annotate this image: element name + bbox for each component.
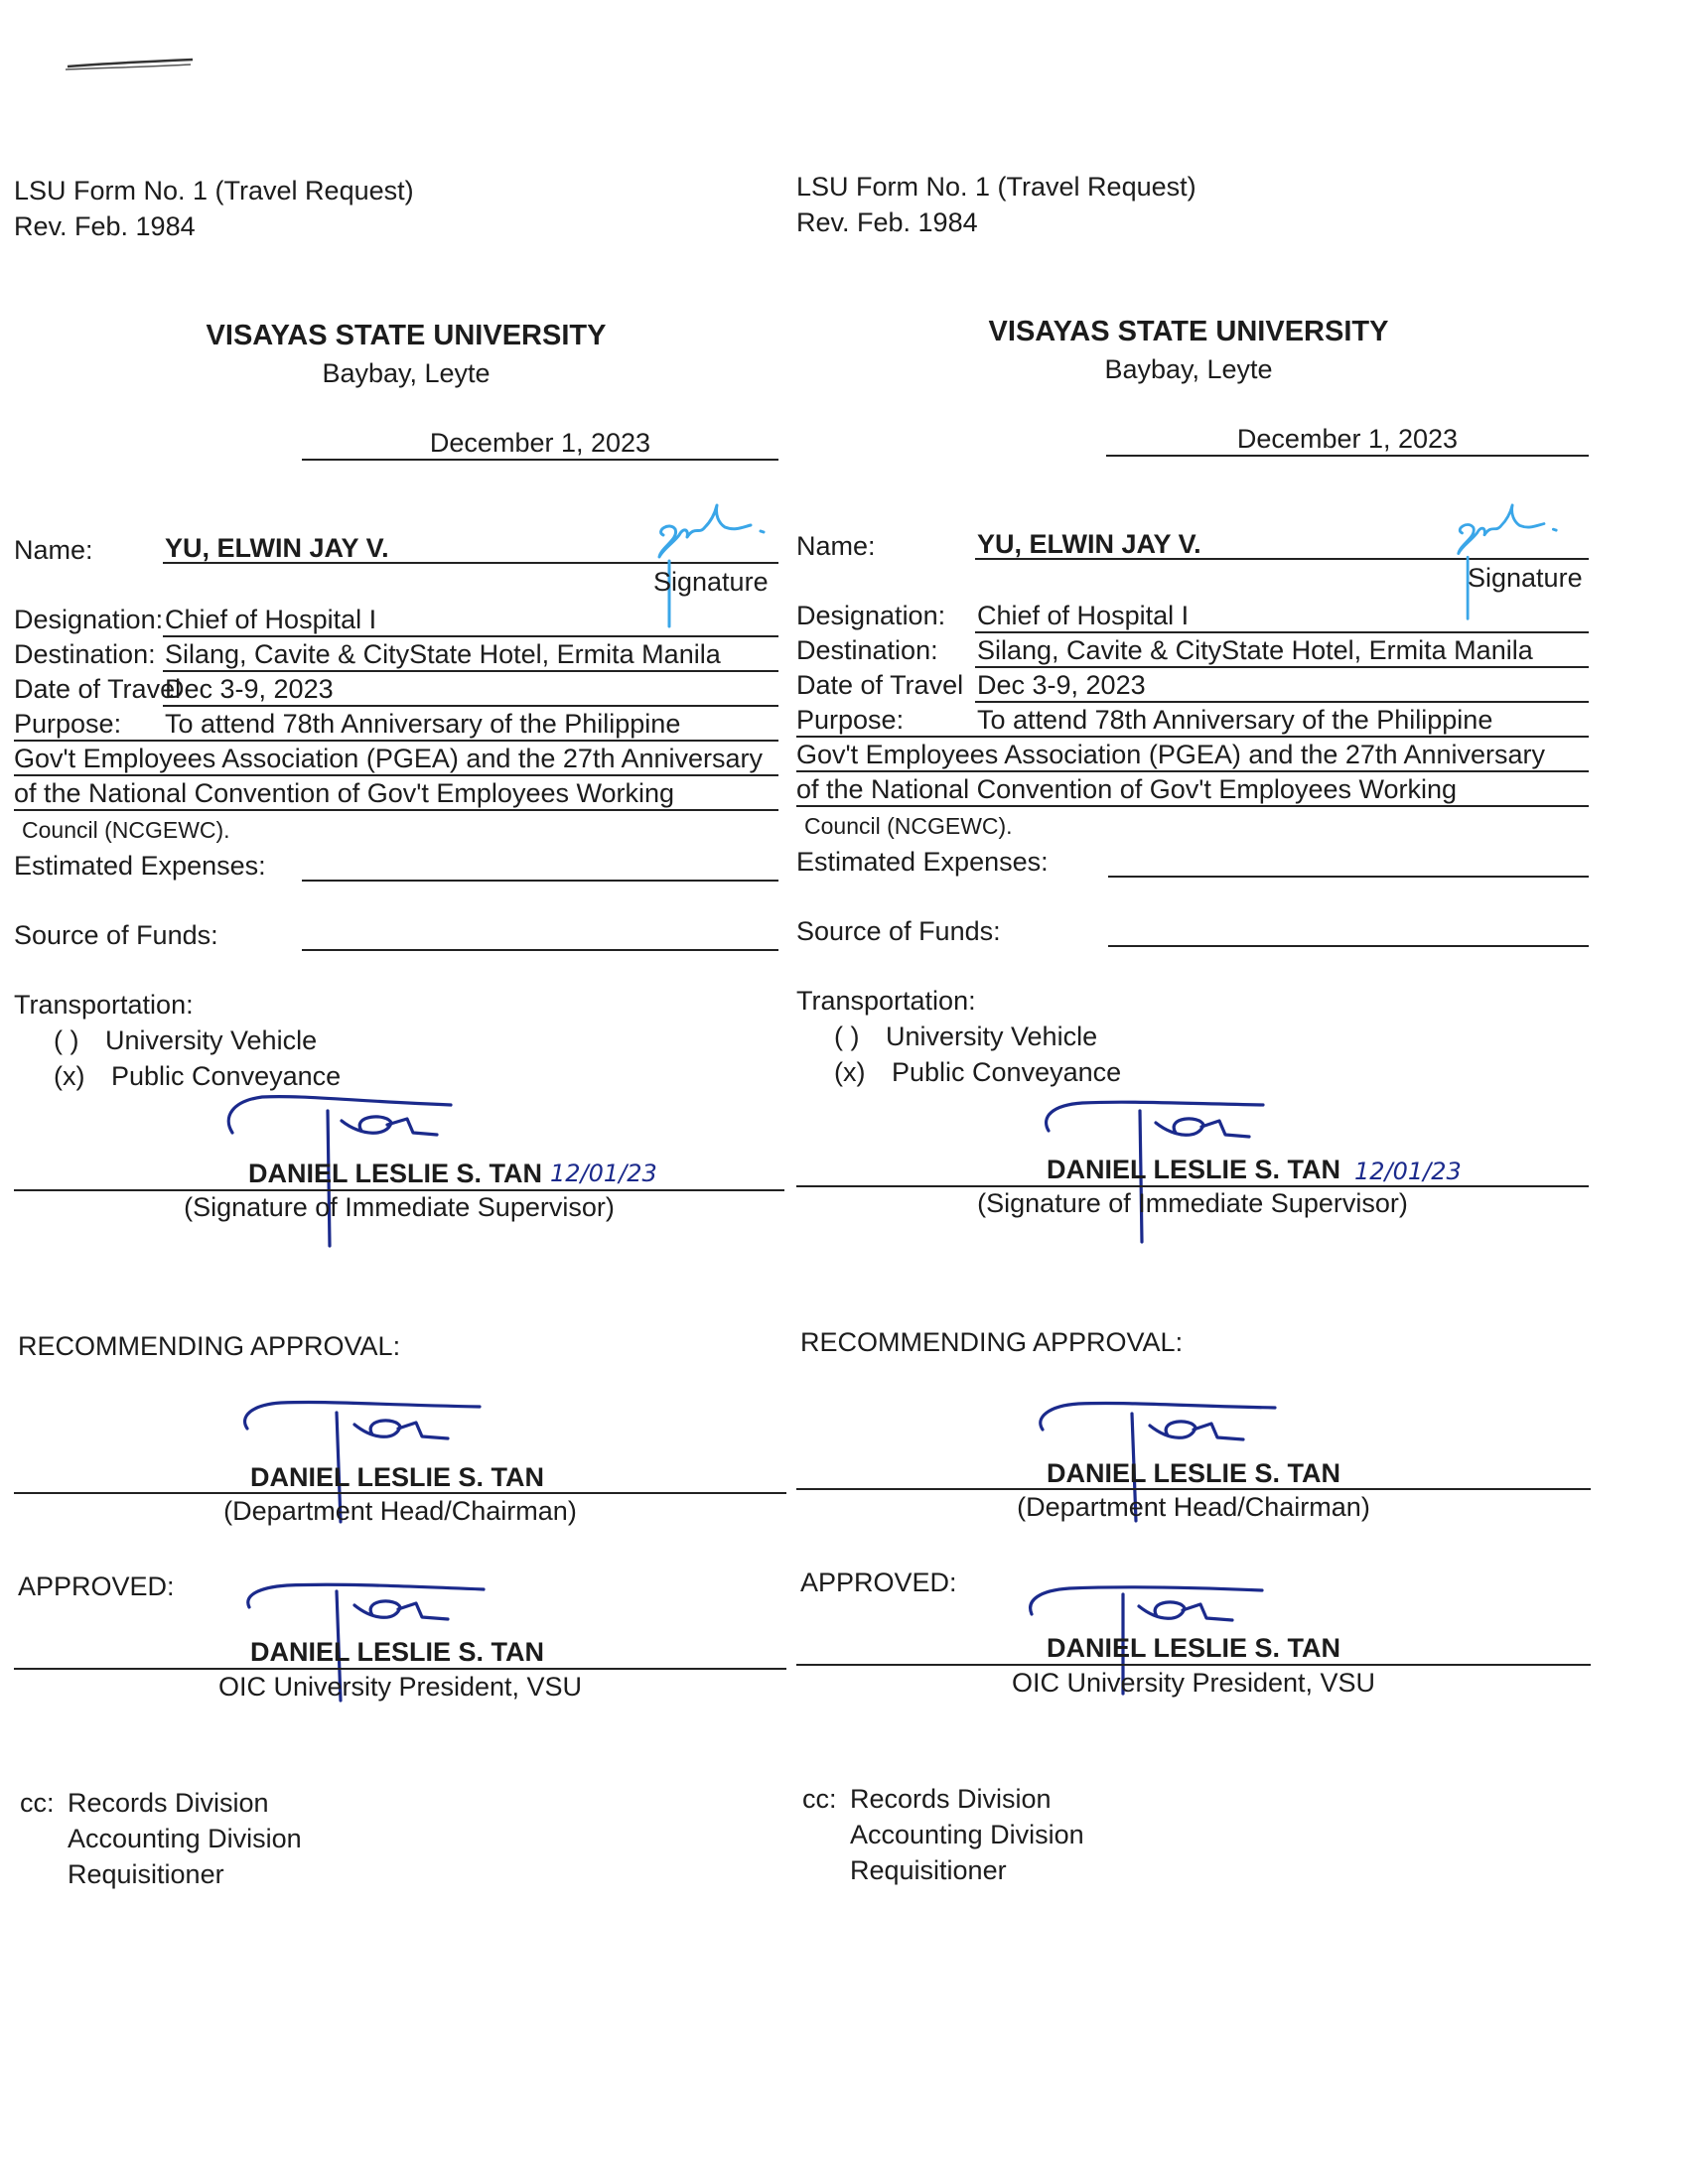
traveler-name: YU, ELWIN JAY V. bbox=[165, 533, 389, 563]
signature-label: Signature bbox=[1468, 563, 1583, 593]
cc-item: Accounting Division bbox=[68, 1824, 302, 1853]
university-vehicle-label: University Vehicle bbox=[105, 1025, 318, 1055]
recommending-line bbox=[796, 1488, 1591, 1490]
university-vehicle-label: University Vehicle bbox=[886, 1022, 1098, 1051]
travel-request-form-right bbox=[796, 0, 1581, 2180]
cc-label: cc: bbox=[20, 1788, 55, 1818]
source-of-funds-line bbox=[302, 949, 778, 951]
source-of-funds-label: Source of Funds: bbox=[796, 916, 1001, 946]
university-vehicle-checkbox: ( ) bbox=[54, 1025, 79, 1055]
destination-value: Silang, Cavite & CityState Hotel, Ermita Manila bbox=[977, 635, 1533, 665]
recommending-caption: (Department Head/Chairman) bbox=[223, 1496, 577, 1526]
university-name: VISAYAS STATE UNIVERSITY bbox=[206, 320, 607, 351]
designation-line bbox=[975, 631, 1589, 633]
approved-name: DANIEL LESLIE S. TAN bbox=[1047, 1633, 1341, 1663]
purpose-line-4: Council (NCGEWC). bbox=[804, 813, 1013, 839]
transportation-label: Transportation: bbox=[14, 990, 194, 1020]
date-of-travel-value: Dec 3-9, 2023 bbox=[165, 674, 334, 704]
approved-caption: OIC University President, VSU bbox=[217, 1672, 583, 1702]
form-number: LSU Form No. 1 (Travel Request) bbox=[14, 176, 414, 205]
travel-date-line bbox=[163, 705, 778, 707]
supervisor-name: DANIEL LESLIE S. TAN bbox=[1047, 1155, 1341, 1184]
university-name: VISAYAS STATE UNIVERSITY bbox=[988, 316, 1389, 347]
supervisor-handwritten-date: 12/01/23 bbox=[1354, 1158, 1462, 1185]
form-number: LSU Form No. 1 (Travel Request) bbox=[796, 172, 1196, 202]
estimated-expenses-line bbox=[1108, 876, 1589, 878]
public-conveyance-checkbox: (x) bbox=[54, 1061, 85, 1091]
purpose-line-2: Gov't Employees Association (PGEA) and the 27th Anniversary bbox=[14, 744, 764, 773]
cc-item: Requisitioner bbox=[68, 1859, 224, 1889]
cc-label: cc: bbox=[802, 1784, 837, 1814]
purpose-underline-2 bbox=[796, 770, 1589, 772]
approved-label: APPROVED: bbox=[800, 1568, 957, 1597]
destination-line bbox=[163, 670, 778, 672]
approved-line bbox=[14, 1668, 786, 1670]
purpose-line-3: of the National Convention of Gov't Employees Working bbox=[796, 774, 1458, 804]
university-vehicle-checkbox: ( ) bbox=[834, 1022, 860, 1051]
request-date: December 1, 2023 bbox=[1236, 424, 1459, 454]
public-conveyance-label: Public Conveyance bbox=[892, 1057, 1122, 1087]
designation-label: Designation: bbox=[796, 601, 946, 630]
supervisor-name: DANIEL LESLIE S. TAN bbox=[248, 1159, 543, 1188]
purpose-line-2: Gov't Employees Association (PGEA) and the 27th Anniversary bbox=[796, 740, 1546, 769]
traveler-name: YU, ELWIN JAY V. bbox=[977, 529, 1201, 559]
public-conveyance-checkbox: (x) bbox=[834, 1057, 866, 1087]
estimated-expenses-label: Estimated Expenses: bbox=[14, 851, 266, 881]
destination-label: Destination: bbox=[796, 635, 938, 665]
recommending-caption: (Department Head/Chairman) bbox=[1017, 1492, 1370, 1522]
cc-item: Records Division bbox=[68, 1788, 269, 1818]
destination-label: Destination: bbox=[14, 639, 156, 669]
signature-label: Signature bbox=[653, 567, 769, 597]
approved-caption: OIC University President, VSU bbox=[1011, 1668, 1376, 1698]
recommending-name: DANIEL LESLIE S. TAN bbox=[1047, 1458, 1341, 1488]
estimated-expenses-label: Estimated Expenses: bbox=[796, 847, 1049, 877]
name-label: Name: bbox=[796, 531, 876, 561]
purpose-line-4: Council (NCGEWC). bbox=[22, 817, 230, 843]
recommending-line bbox=[14, 1492, 786, 1494]
designation-line bbox=[163, 635, 778, 637]
form-revision: Rev. Feb. 1984 bbox=[796, 207, 978, 237]
recommending-approval-label: RECOMMENDING APPROVAL: bbox=[18, 1331, 401, 1361]
supervisor-handwritten-date: 12/01/23 bbox=[550, 1160, 657, 1187]
source-of-funds-line bbox=[1108, 945, 1589, 947]
estimated-expenses-line bbox=[302, 880, 778, 882]
destination-line bbox=[975, 666, 1589, 668]
date-line bbox=[1106, 455, 1589, 457]
purpose-underline-1 bbox=[14, 740, 778, 742]
purpose-underline-3 bbox=[14, 809, 778, 811]
travel-date-line bbox=[975, 701, 1589, 703]
supervisor-caption: (Signature of Immediate Supervisor) bbox=[184, 1192, 615, 1222]
purpose-label: Purpose: bbox=[14, 709, 122, 739]
designation-value: Chief of Hospital I bbox=[977, 601, 1190, 630]
university-location: Baybay, Leyte bbox=[322, 358, 491, 388]
date-of-travel-value: Dec 3-9, 2023 bbox=[977, 670, 1146, 700]
approved-label: APPROVED: bbox=[18, 1571, 175, 1601]
public-conveyance-label: Public Conveyance bbox=[111, 1061, 342, 1091]
date-line bbox=[302, 459, 778, 461]
request-date: December 1, 2023 bbox=[429, 428, 651, 458]
designation-value: Chief of Hospital I bbox=[165, 605, 377, 634]
purpose-underline-1 bbox=[796, 736, 1589, 738]
purpose-line-3: of the National Convention of Gov't Employees Working bbox=[14, 778, 675, 808]
recommending-approval-label: RECOMMENDING APPROVAL: bbox=[800, 1327, 1184, 1357]
date-of-travel-label: Date of Travel bbox=[796, 670, 964, 700]
cc-item: Records Division bbox=[850, 1784, 1052, 1814]
purpose-line-1: To attend 78th Anniversary of the Philippine bbox=[977, 705, 1493, 735]
approved-name: DANIEL LESLIE S. TAN bbox=[250, 1637, 545, 1667]
designation-label: Designation: bbox=[14, 605, 164, 634]
university-location: Baybay, Leyte bbox=[1104, 354, 1273, 384]
transportation-label: Transportation: bbox=[796, 986, 976, 1016]
supervisor-caption: (Signature of Immediate Supervisor) bbox=[977, 1188, 1408, 1218]
cc-item: Requisitioner bbox=[850, 1855, 1007, 1885]
date-of-travel-label: Date of Travel bbox=[14, 674, 182, 704]
cc-item: Accounting Division bbox=[850, 1820, 1084, 1849]
travel-request-form-left bbox=[14, 0, 798, 2184]
recommending-name: DANIEL LESLIE S. TAN bbox=[250, 1462, 545, 1492]
destination-value: Silang, Cavite & CityState Hotel, Ermita Manila bbox=[165, 639, 721, 669]
purpose-label: Purpose: bbox=[796, 705, 905, 735]
approved-line bbox=[796, 1664, 1591, 1666]
source-of-funds-label: Source of Funds: bbox=[14, 920, 218, 950]
purpose-underline-2 bbox=[14, 774, 778, 776]
purpose-line-1: To attend 78th Anniversary of the Philippine bbox=[165, 709, 681, 739]
name-label: Name: bbox=[14, 535, 93, 565]
form-revision: Rev. Feb. 1984 bbox=[14, 211, 196, 241]
purpose-underline-3 bbox=[796, 805, 1589, 807]
